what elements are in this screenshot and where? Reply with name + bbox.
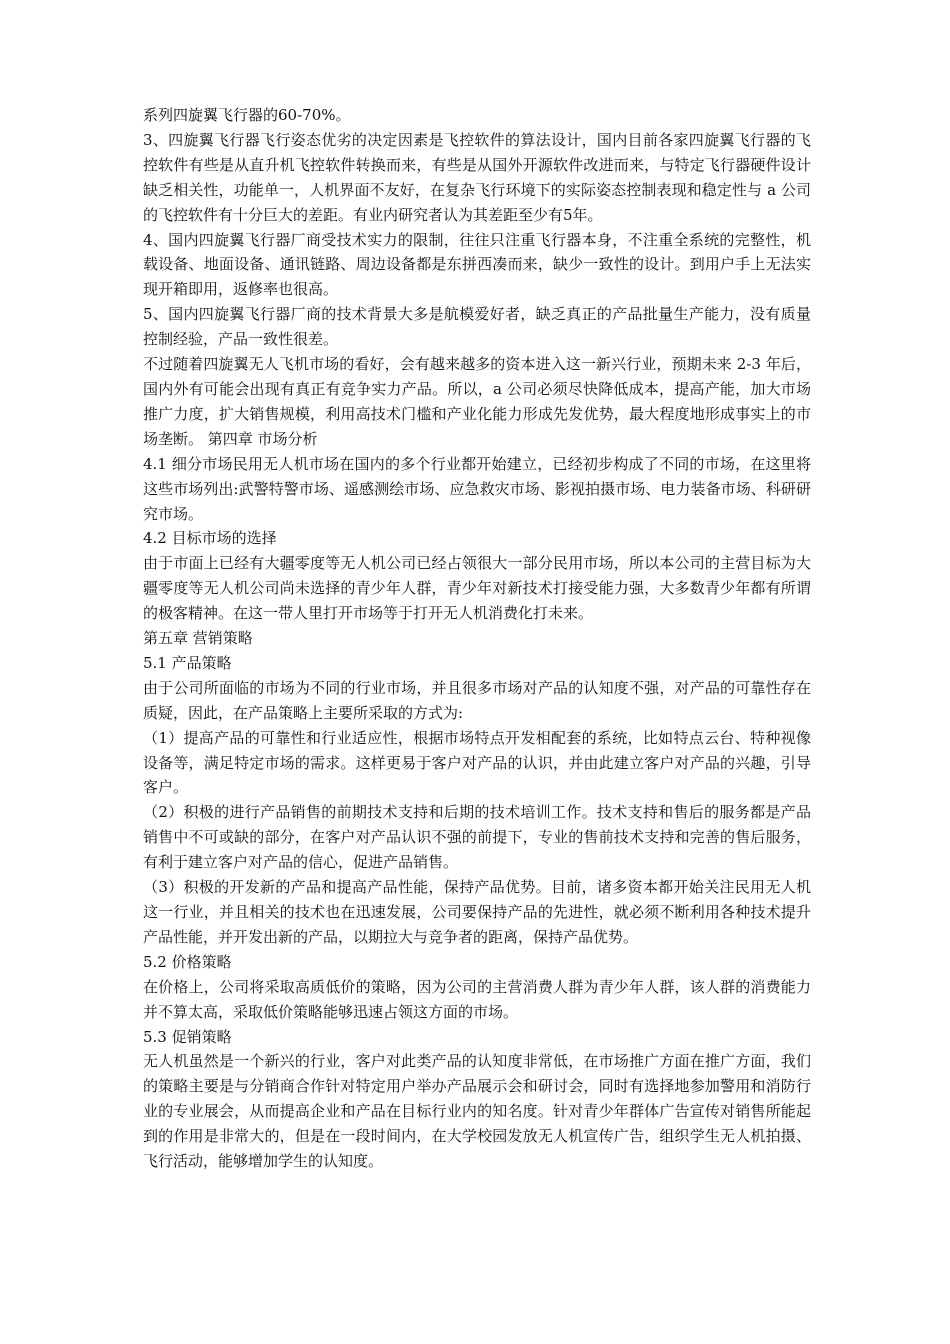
heading-product-strategy: 5.1 产品策略 bbox=[143, 653, 232, 672]
document-body bbox=[143, 103, 811, 1174]
paragraph-product-strategy-3: （3）积极的开发新的产品和提高产品性能，保持产品优势。目前，诸多资本都开始关注民用无人机这一行业，并且相关的技术也在迅速发展，公司要保持产品的先进性，就必须不断利用各种技术提升产品性能，并开发出新的产品，以期拉大与竞争者的距离，保持产品优势。 bbox=[143, 878, 811, 946]
paragraph-continuation: 系列四旋翼飞行器的60-70%。 bbox=[143, 106, 351, 124]
heading-price-strategy: 5.2 价格策略 bbox=[143, 952, 232, 971]
paragraph-point-4: 4、国内四旋翼飞行器厂商受技术实力的限制，往往只注重飞行器本身，不注重全系统的完整性，机载设备、地面设备、通讯链路、周边设备都是东拼西凑而来，缺少一致性的设计。到用户手上无法实现开箱即用，返修率也很高。 bbox=[143, 230, 811, 299]
paragraph-product-strategy-intro: 由于公司所面临的市场为不同的行业市场，并且很多市场对产品的认知度不强，对产品的可靠性存在质疑，因此，在产品策略上主要所采取的方式为: bbox=[143, 678, 811, 722]
heading-chapter-5: 第五章 营销策略 bbox=[143, 629, 253, 648]
paragraph-promotion-strategy: 无人机虽然是一个新兴的行业，客户对此类产品的认知度非常低，在市场推广方面在推广方面，我们的策略主要是与分销商合作针对特定用户举办产品展示会和研讨会，同时有选择地参加警用和消防行业的专业展会，从而提高企业和产品在目标行业内的知名度。针对青少年群体广告宣传对销售所能起到的作用是非常大的，但是在一段时间内，在大学校园发放无人机宣传广告，组织学生无人机拍摄、飞行活动，能够增加学生的认知度。 bbox=[143, 1052, 811, 1171]
paragraph-market-segmentation: 4.1 细分市场民用无人机市场在国内的多个行业都开始建立，已经初步构成了不同的市场，在这里将这些市场列出:武警特警市场、遥感测绘市场、应急救灾市场、影视拍摄市场、电力装备市场、科研研究市场。 bbox=[143, 454, 811, 523]
heading-target-market: 4.2 目标市场的选择 bbox=[143, 529, 277, 548]
paragraph-product-strategy-2: （2）积极的进行产品销售的前期技术支持和后期的技术培训工作。技术支持和售后的服务都是产品销售中不可或缺的部分，在客户对产品认识不强的前提下，专业的售前技术支持和完善的售后服务，有利于建立客户对产品的信心，促进产品销售。 bbox=[143, 803, 811, 872]
paragraph-point-3: 3、四旋翼飞行器飞行姿态优劣的决定因素是飞控软件的算法设计，国内目前各家四旋翼飞行器的飞控软件有些是从直升机飞控软件转换而来，有些是从国外开源软件改进而来，与特定飞行器硬件设计缺乏相关性，功能单一，人机界面不友好，在复杂飞行环境下的实际姿态控制表现和稳定性与 a 公司的飞控软件有十分巨大的差距。有业内研究者认为其差距至少有5年。 bbox=[143, 130, 811, 224]
paragraph-product-strategy-1: （1）提高产品的可靠性和行业适应性，根据市场特点开发相配套的系统，比如特点云台、特种视像设备等，满足特定市场的需求。这样更易于客户对产品的认识，并由此建立客户对产品的兴趣，引导客户。 bbox=[143, 728, 811, 797]
paragraph-target-market: 由于市面上已经有大疆零度等无人机公司已经占领很大一部分民用市场，所以本公司的主营目标为大疆零度等无人机公司尚未选择的青少年人群，青少年对新技术打接受能力强，大多数青少年都有所谓的极客精神。在这一带人里打开市场等于打开无人机消费化打未来。 bbox=[143, 554, 811, 623]
heading-promotion-strategy: 5.3 促销策略 bbox=[143, 1027, 232, 1046]
paragraph-point-5: 5、国内四旋翼飞行器厂商的技术背景大多是航模爱好者，缺乏真正的产品批量生产能力，没有质量控制经验，产品一致性很差。 bbox=[143, 305, 811, 349]
paragraph-price-strategy: 在价格上，公司将采取高质低价的策略，因为公司的主营消费人群为青少年人群，该人群的消费能力并不算太高，采取低价策略能够迅速占领这方面的市场。 bbox=[143, 977, 811, 1021]
paragraph-outlook: 不过随着四旋翼无人飞机市场的看好，会有越来越多的资本进入这一新兴行业，预期未来 2-3 年后，国内外有可能会出现有真正有竞争实力产品。所以，a 公司必须尽快降低成本，提高产能，加大市场推广力度，扩大销售规模，利用高技术门槛和产业化能力形成先发优势，最大程度地形成事实上的市场垄断。 第四章 市场分析 bbox=[143, 355, 811, 448]
